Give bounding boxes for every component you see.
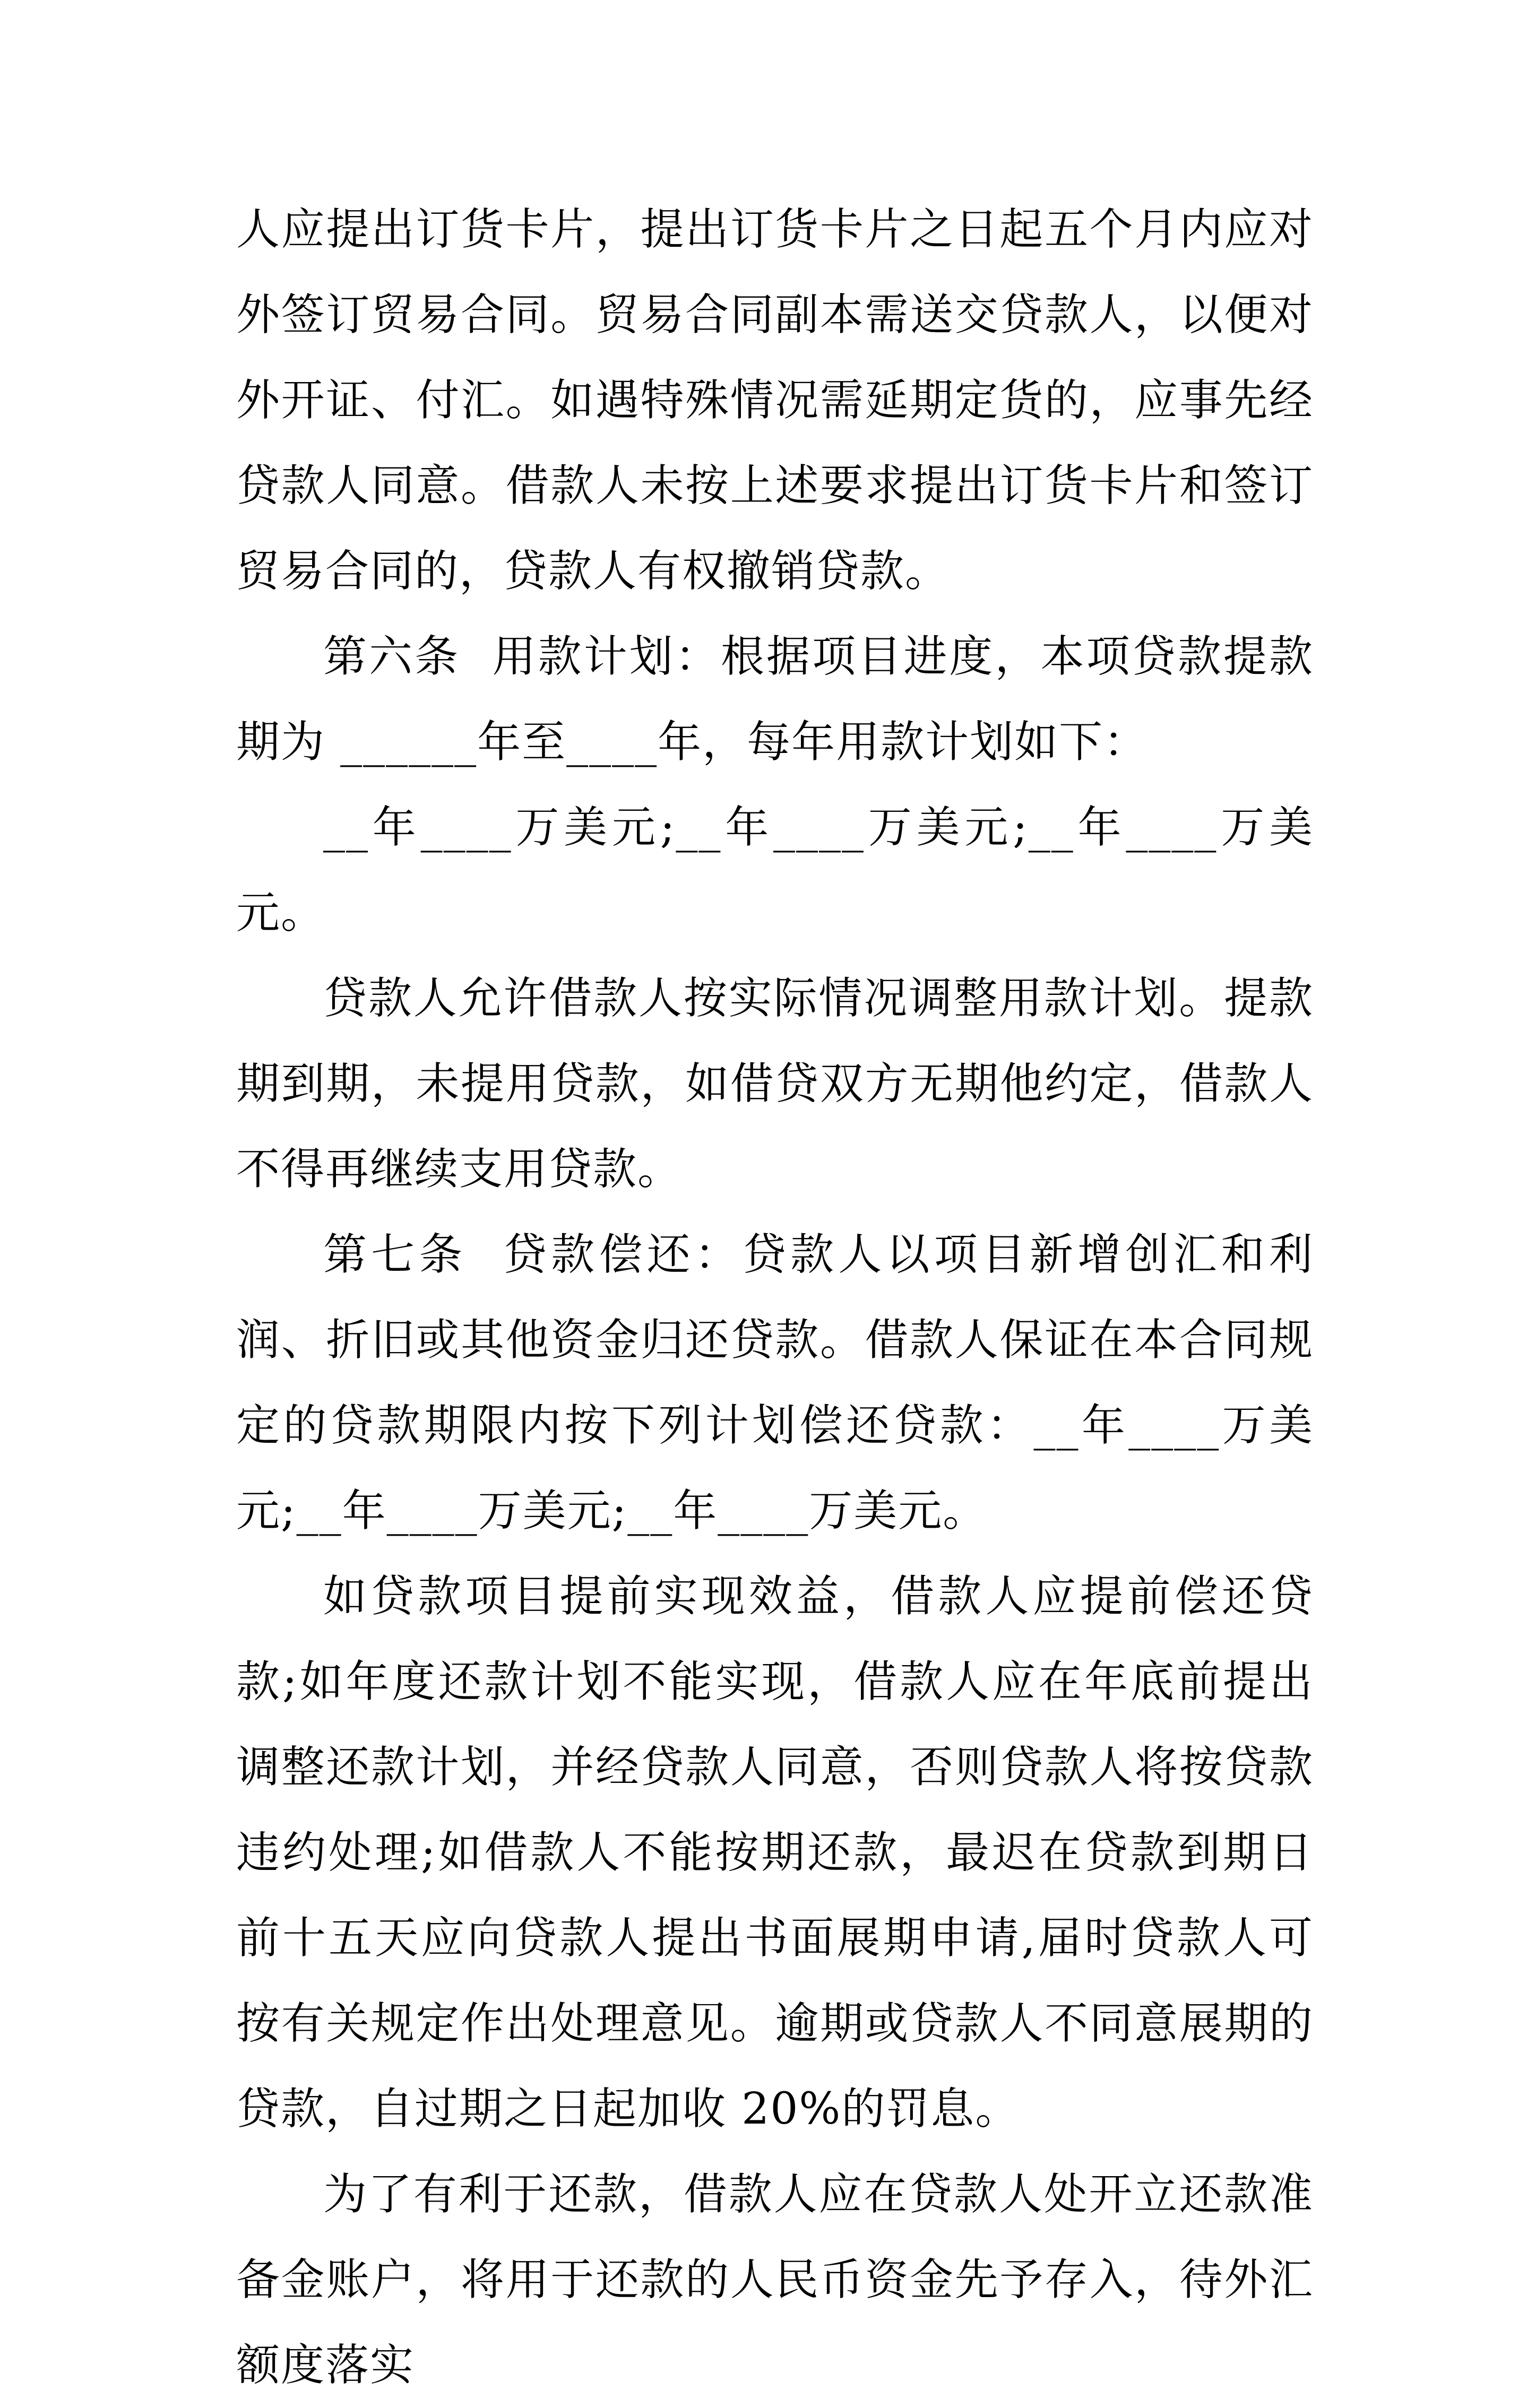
paragraph-order-card: 人应提出订货卡片，提出订货卡片之日起五个月内应对外签订贸易合同。贸易合同副本需送交贷款人，以便对外开证、付汇。如遇特殊情况需延期定货的，应事先经贷款人同意。借款人未按上述要求提出订货卡片和签订贸易合同的，贷款人有权撤销贷款。 xyxy=(236,204,1314,596)
paragraph-reserve-account: 为了有利于还款，借款人应在贷款人处开立还款准备金账户，将用于还款的人民币资金先予存入，待外汇额度落实 xyxy=(236,2169,1314,2390)
document-body xyxy=(236,187,1314,2408)
paragraph-article-6-usage-plan: 第六条 用款计划：根据项目进度，本项贷款提款期为 ______年至____年，每年用款计划如下： xyxy=(236,631,1314,767)
paragraph-plan-adjustment: 贷款人允许借款人按实际情况调整用款计划。提款期到期，未提用贷款，如借贷双方无期他约定，借款人不得再继续支用贷款。 xyxy=(236,973,1314,1194)
paragraph-article-7-repayment: 第七条 贷款偿还：贷款人以项目新增创汇和利润、折旧或其他资金归还贷款。借款人保证在本合同规定的贷款期限内按下列计划偿还贷款：__年____万美元;__年____万美元;__年____万美元。 xyxy=(236,1229,1314,1536)
paragraph-early-repayment: 如贷款项目提前实现效益，借款人应提前偿还贷款;如年度还款计划不能实现，借款人应在年底前提出调整还款计划，并经贷款人同意，否则贷款人将按贷款违约处理;如借款人不能按期还款，最迟在贷款到期日前十五天应向贷款人提出书面展期申请,届时贷款人可按有关规定作出处理意见。逾期或贷款人不同意展期的贷款，自过期之日起加收 20%的罚息。 xyxy=(236,1571,1314,2134)
paragraph-usage-schedule: __年____万美元;__年____万美元;__年____万美元。 xyxy=(236,802,1314,938)
